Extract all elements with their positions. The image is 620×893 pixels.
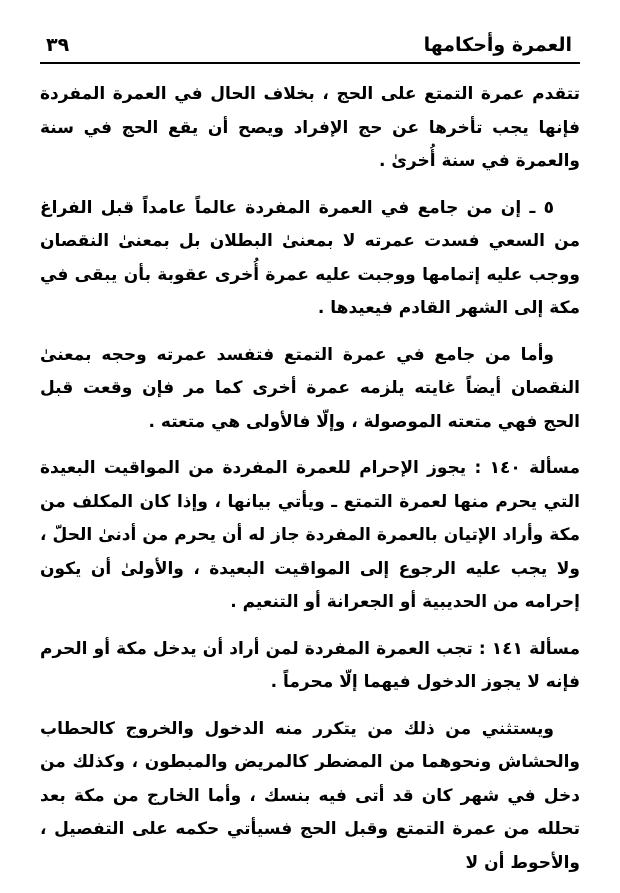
running-title: العمرة وأحكامها <box>423 34 572 56</box>
paragraph-tamattu: وأما من جامع في عمرة التمتع فتفسد عمرته وحجه بمعنىٰ النقصان أيضاً غايته يلزمه عمرة أخرى كما مر فإن وقعت قبل الحج فهي متعته الموصولة ، وإلّا فالأولى هي متعته . <box>40 344 580 432</box>
page-header <box>40 30 580 60</box>
paragraph-exceptions: ويستثني من ذلك من يتكرر منه الدخول والخروج كالحطاب والحشاش ونحوهما من المضطر كالمريض والمبطون ، وكذلك من دخل في شهر كان قد أتى فيه بنسك ، وأما الخارج من مكة بعد تحلله من عمرة التمتع وقبل الحج فسيأتي حكمه على التفصيل ، والأحوط أن لا <box>40 718 580 873</box>
paragraph-continuation: تتقدم عمرة التمتع على الحج ، بخلاف الحال في العمرة المفردة فإنها يجب تأخرها عن حج الإفراد ويصح أن يقع الحج في سنة والعمرة في سنة أُخرىٰ . <box>40 84 580 171</box>
page-number: ٣٩ <box>46 34 70 56</box>
paragraph-item-5: ٥ ـ إن من جامع في العمرة المفردة عالماً عامداً قبل الفراغ من السعي فسدت عمرته لا بمعنىٰ البطلان بل بمعنىٰ النقصان ووجب عليه إتمامها ووجبت عليه عمرة أُخرى عقوبة بأن يبقى في مكة إلى الشهر القادم فيعيدها . <box>40 197 580 318</box>
paragraph-masala-140: مسألة ١٤٠ : يجوز الإحرام للعمرة المفردة من المواقيت البعيدة التي يحرم منها لعمرة التمتع ـ ويأتي بيانها ، وإذا كان المكلف من مكة وأراد الإتيان بالعمرة المفردة جاز له أن يحرم من أدنىٰ الحلّ ، ولا يجب عليه الرجوع إلى المواقيت البعيدة ، والأولىٰ أن يكون إحرامه من الحديبية أو الجعرانة أو التنعيم . <box>40 458 580 612</box>
page-body <box>40 78 580 893</box>
paragraph-masala-141: مسألة ١٤١ : تجب العمرة المفردة لمن أراد أن يدخل مكة أو الحرم فإنه لا يجوز الدخول فيهما إلّا محرماً . <box>40 638 580 692</box>
header-rule <box>40 62 580 64</box>
